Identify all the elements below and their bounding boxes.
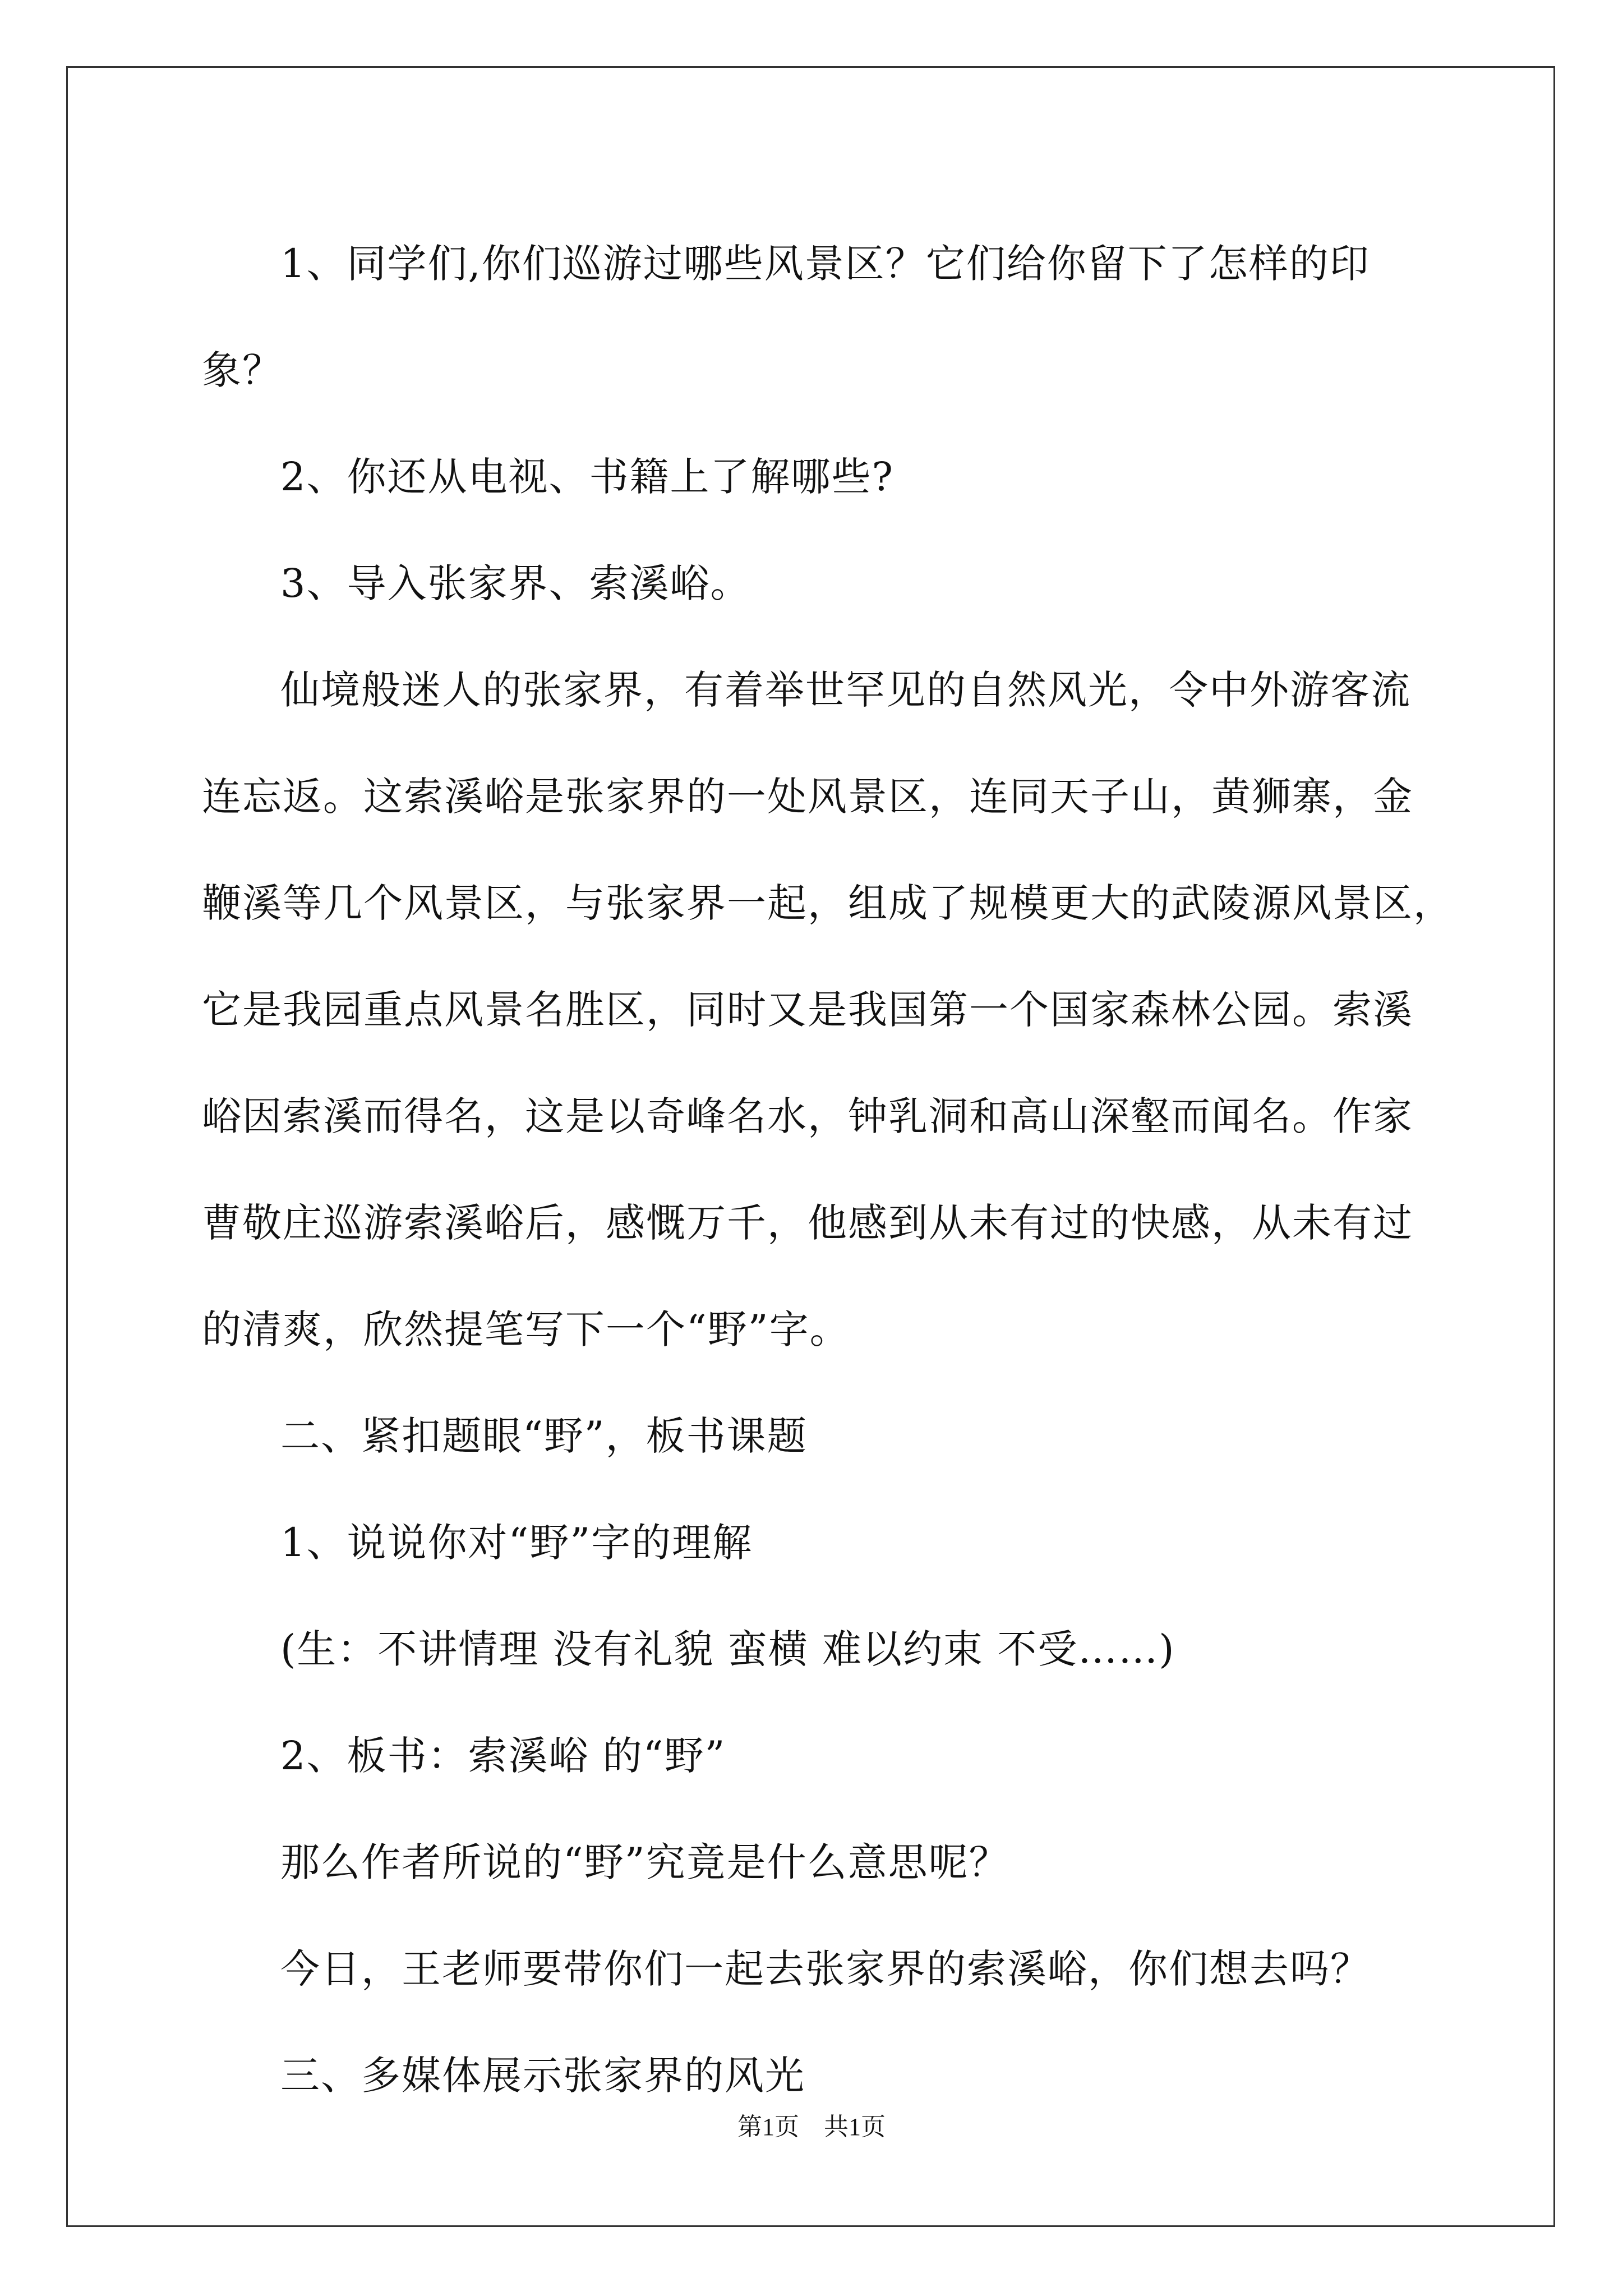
paragraph-question-1: 1、同学们,你们巡游过哪些风景区？它们给你留下了怎样的印象？ [202,241,1370,393]
text-line: 连忘返。这索溪峪是张家界的一处风景区，连同天子山，黄狮寨，金 [202,774,1413,820]
section-heading-2: 二、紧扣题眼“野”，板书课题 [280,1413,808,1459]
section-heading-3: 三、多媒体展示张家界的风光 [280,2053,805,2099]
page-footer: 第1页 共1页 [737,2113,886,2141]
paragraph-scenery-description [202,637,1454,1383]
text-line: 仙境般迷人的张家界，有着举世罕见的自然风光，令中外游客流 [280,667,1411,713]
text-line: 曹敬庄巡游索溪峪后，感慨万千，他感到从未有过的快感，从未有过 [202,1200,1413,1246]
text-line: 峪因索溪而得名，这是以奇峰名水，钟乳洞和高山深壑而闻名。作家 [202,1093,1413,1139]
document-body [202,210,1454,2129]
text-line: 鞭溪等几个风景区，与张家界一起，组成了规模更大的武陵源风景区， [202,880,1454,926]
paragraph-intro-3: 3、导入张家界、索溪峪。 [280,560,751,606]
paragraph-item: 那么作者所说的“野”究竟是什么意思呢？ [280,1839,1009,1885]
text-line: 它是我园重点风景名胜区，同时又是我国第一个国家森林公园。索溪 [202,987,1413,1033]
text-line: 的清爽，欣然提笔写下一个“野”字。 [202,1306,850,1352]
paragraph-item: 2、板书：索溪峪 的“野” [280,1733,726,1779]
paragraph-question-2: 2、你还从电视、书籍上了解哪些? [280,454,895,500]
paragraph-item: 1、说说你对“野”字的理解 [280,1520,753,1566]
paragraph-student-answers: (生：不讲情理 没有礼貌 蛮横 难以约束 不受……) [280,1626,1175,1672]
paragraph-item: 今日，王老师要带你们一起去张家界的索溪峪，你们想去吗？ [280,1946,1371,1992]
